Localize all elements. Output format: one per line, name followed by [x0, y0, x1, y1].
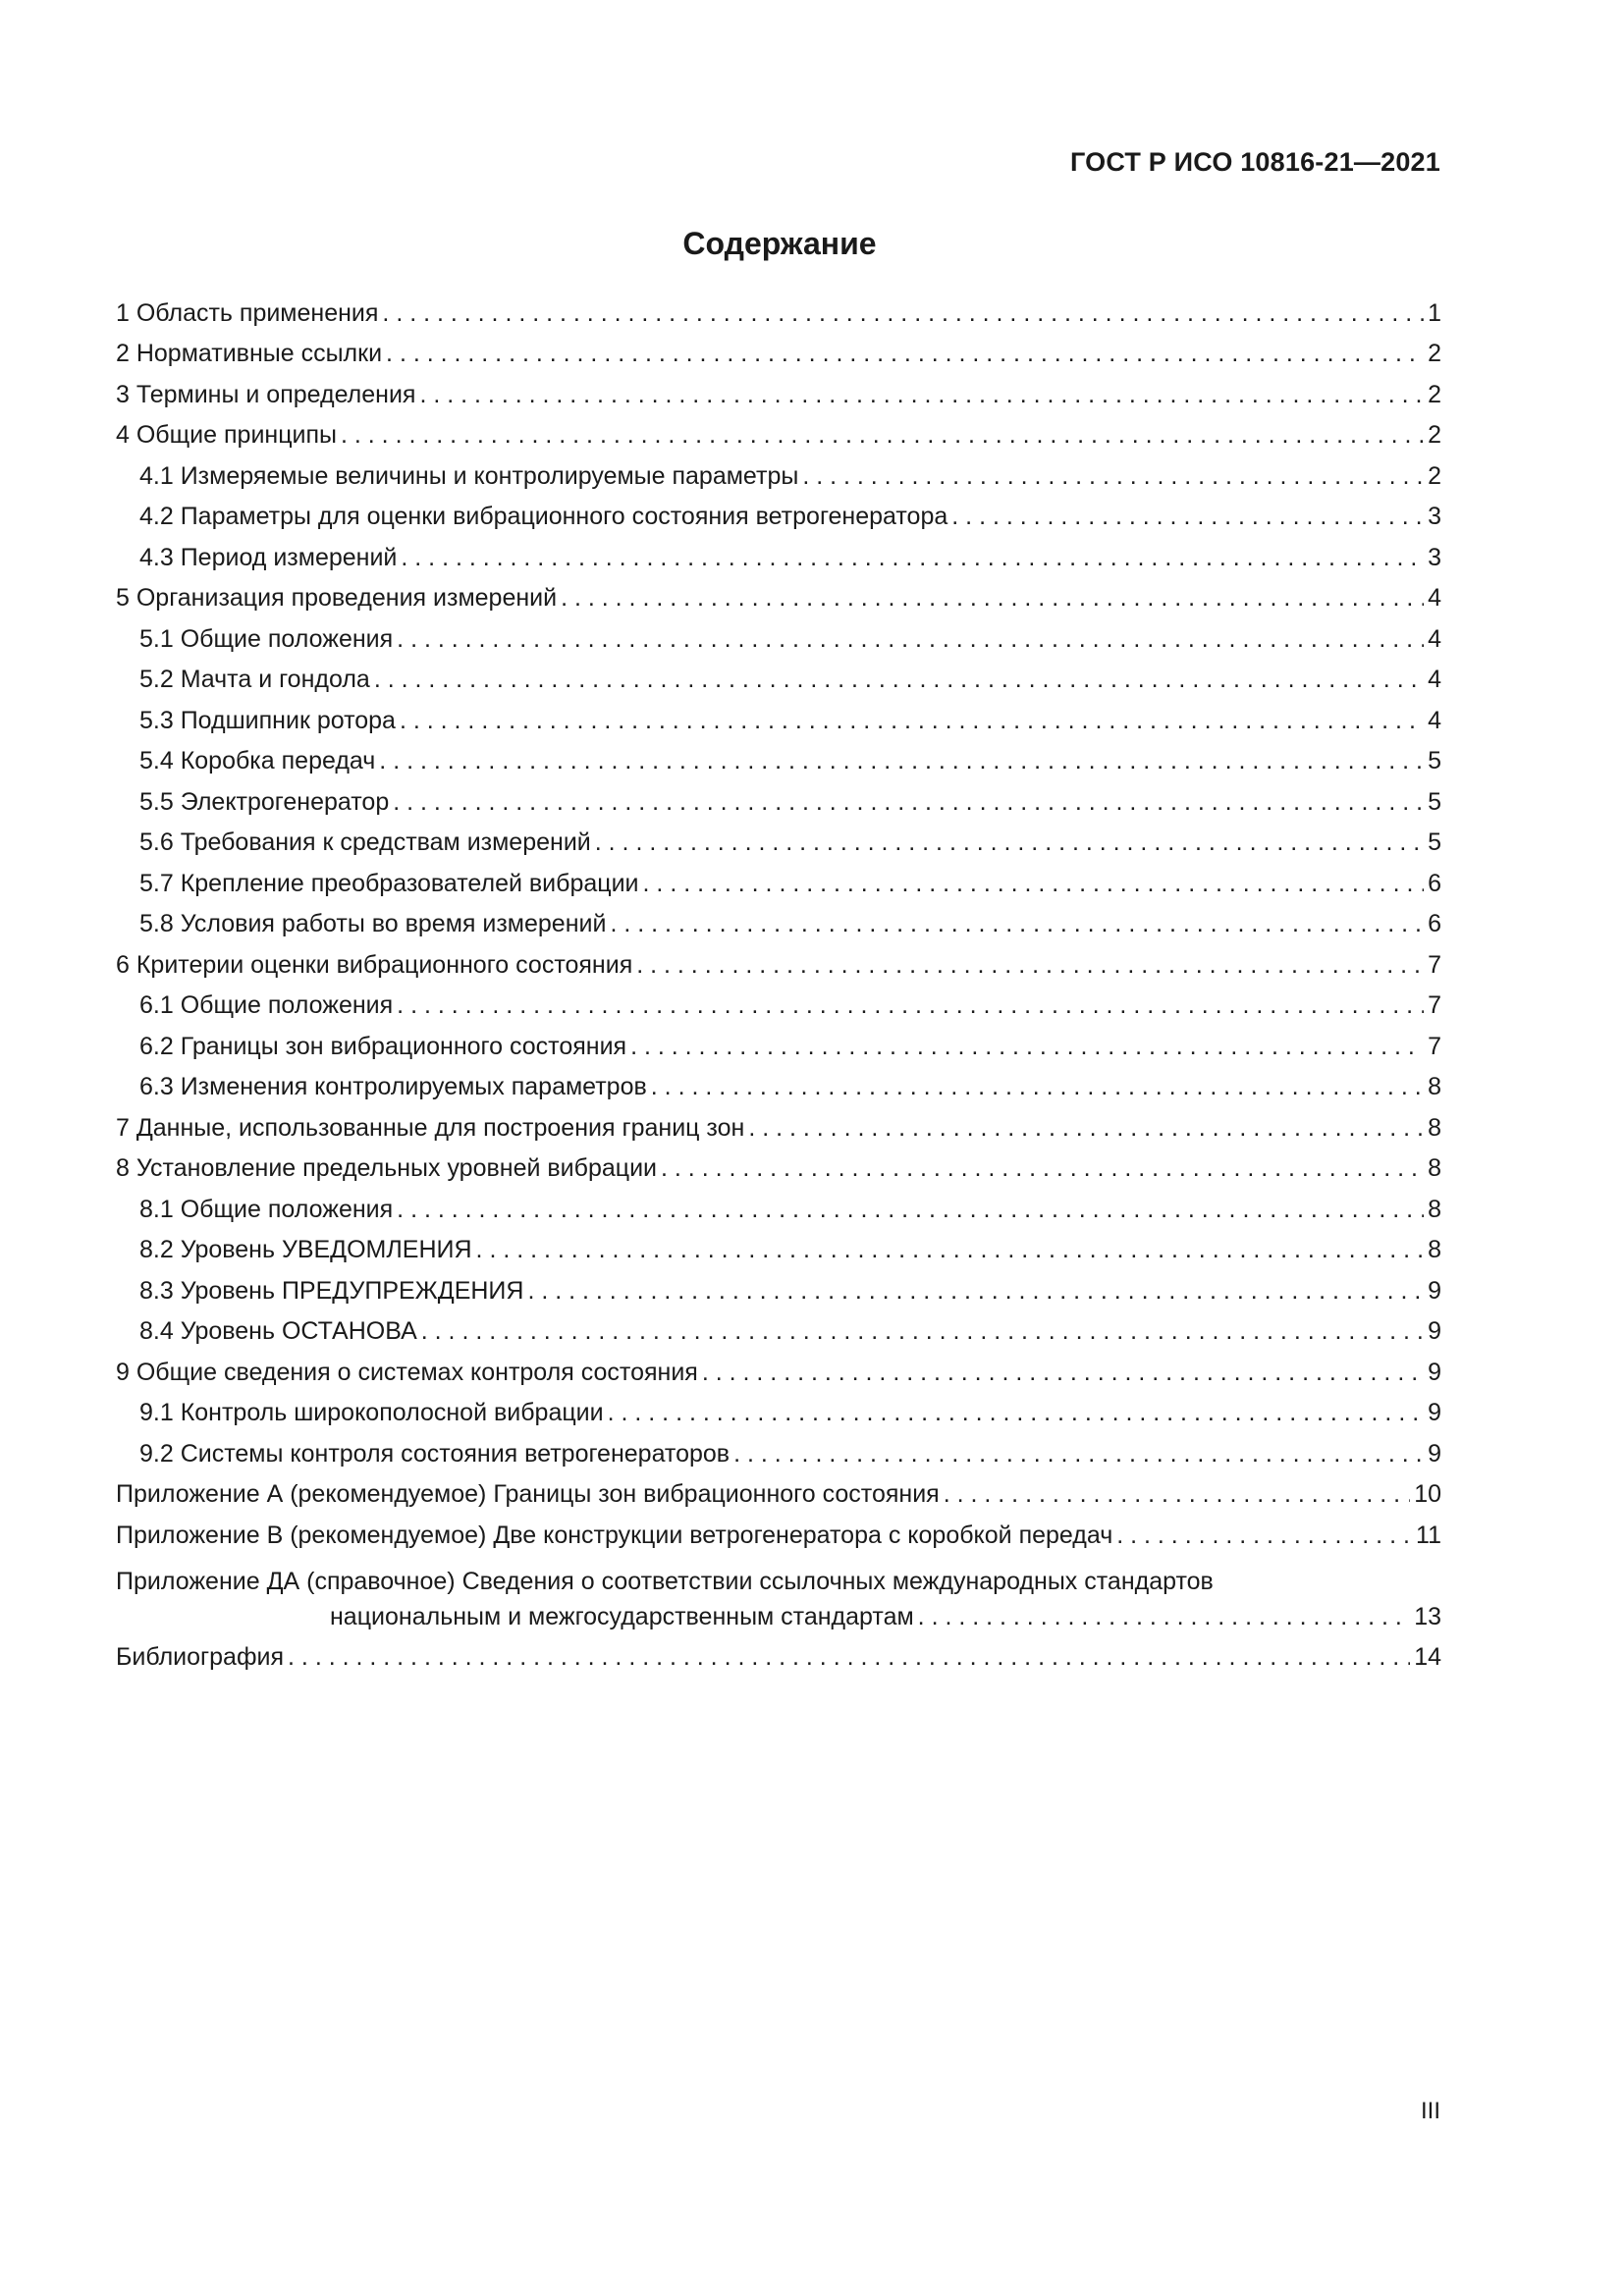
toc-entry-page: 4: [1428, 666, 1441, 693]
toc-entry[interactable]: [116, 1143, 1441, 1184]
toc-entry-title: Приложение А (рекомендуемое) Границы зон вибрационного состояния: [116, 1480, 940, 1508]
toc-entry-page: 5: [1428, 787, 1441, 816]
leader-dots: [748, 1113, 1424, 1143]
leader-dots: [608, 1398, 1424, 1427]
toc-entry-title: 4.2 Параметры для оценки вибрационного состояния ветрогенератора: [139, 503, 948, 530]
toc-entry-page: 2: [1428, 340, 1441, 367]
toc-entry[interactable]: [116, 613, 1441, 654]
toc-entry[interactable]: [116, 898, 1441, 939]
toc-entry[interactable]: [116, 450, 1441, 491]
toc-entry-title: 8 Установление предельных уровней вибрации: [116, 1154, 658, 1182]
toc-entry-title: 2 Нормативные ссылки: [116, 340, 383, 367]
toc-entry-title: 4 Общие принципы: [116, 421, 337, 449]
toc-entry-page: 11: [1416, 1521, 1441, 1549]
toc-entry-title: 8.4 Уровень ОСТАНОВА: [139, 1317, 417, 1345]
leader-dots: [527, 1276, 1424, 1306]
toc-entry-page: 8: [1428, 1113, 1441, 1142]
leader-dots: [382, 298, 1424, 328]
toc-entry[interactable]: [116, 1264, 1441, 1306]
page-number: III: [1420, 2098, 1440, 2124]
leader-dots: [595, 828, 1424, 857]
leader-dots: [421, 1316, 1424, 1346]
leader-dots: [400, 706, 1424, 735]
toc-entry[interactable]: [116, 1306, 1441, 1347]
toc-entry-page: 8: [1428, 1073, 1441, 1100]
toc-entry-page: 8: [1428, 1154, 1441, 1182]
toc-entry-page: 1: [1428, 298, 1441, 327]
toc-entry[interactable]: [116, 857, 1441, 898]
toc-entry-page: 4: [1428, 624, 1441, 653]
document-code: ГОСТ Р ИСО 10816-21—2021: [1070, 147, 1440, 177]
toc-entry[interactable]: [116, 1020, 1441, 1061]
toc-entry[interactable]: [116, 775, 1441, 817]
leader-dots: [386, 339, 1424, 368]
toc-title: Содержание: [682, 226, 877, 261]
toc-entry[interactable]: [116, 1224, 1441, 1265]
toc-entry-title: 5.1 Общие положения: [139, 624, 394, 653]
toc-entry[interactable]: [116, 1509, 1441, 1550]
leader-dots: [1116, 1521, 1412, 1550]
toc-entry-page: 5: [1428, 828, 1441, 856]
toc-entry-title: 9.2 Системы контроля состояния ветрогенераторов: [139, 1439, 731, 1468]
toc-entry-page: 9: [1428, 1439, 1441, 1468]
toc-entry-title: 8.2 Уровень УВЕДОМЛЕНИЯ: [139, 1236, 472, 1263]
toc-entry[interactable]: [116, 1468, 1441, 1510]
toc-entry-page: 14: [1414, 1643, 1441, 1671]
toc-entry-page: 9: [1428, 1399, 1441, 1426]
toc-entry-page: 2: [1428, 461, 1441, 490]
toc-entry-title: 5.5 Электрогенератор: [139, 787, 390, 816]
toc-entry-title: 5.4 Коробка передач: [139, 747, 376, 774]
toc-entry-title: 5.2 Мачта и гондола: [139, 666, 370, 693]
toc-entry-title: 9.1 Контроль широкополосной вибрации: [139, 1399, 604, 1426]
toc-entry-title: 5.6 Требования к средствам измерений: [139, 828, 591, 856]
toc-entry-page: 3: [1428, 503, 1441, 530]
toc-entry-page: 9: [1428, 1276, 1441, 1305]
toc-entry[interactable]: [116, 654, 1441, 695]
toc-entry[interactable]: [116, 409, 1441, 451]
toc-entry-title: 6.3 Изменения контролируемых параметров: [139, 1073, 647, 1100]
toc-entry-page: 7: [1428, 991, 1441, 1019]
toc-entry[interactable]: [116, 980, 1441, 1021]
toc-entry[interactable]: [116, 531, 1441, 572]
toc-entry-page: 3: [1428, 543, 1441, 571]
leader-dots: [643, 869, 1425, 898]
leader-dots: [476, 1235, 1425, 1264]
toc-entry-title: 6.1 Общие положения: [139, 991, 394, 1019]
toc-entry-page: 7: [1428, 1032, 1441, 1060]
leader-dots: [561, 583, 1424, 613]
toc-entry-page: 6: [1428, 910, 1441, 937]
leader-dots: [918, 1602, 1411, 1631]
leader-dots: [397, 1195, 1424, 1224]
toc-entry-page: 9: [1428, 1317, 1441, 1345]
toc-entry-title: 9 Общие сведения о системах контроля состояния: [116, 1358, 698, 1386]
leader-dots: [288, 1642, 1410, 1672]
toc-entry-title: 5 Организация проведения измерений: [116, 584, 558, 612]
toc-entry-title: 6 Критерии оценки вибрационного состояния: [116, 950, 633, 979]
toc-entry-title: 4.1 Измеряемые величины и контролируемые параметры: [139, 461, 799, 490]
toc-entry[interactable]: [116, 287, 1441, 328]
toc-entry-page: 5: [1428, 747, 1441, 774]
toc-entry-title: 5.7 Крепление преобразователей вибрации: [139, 869, 639, 897]
toc-entry-title: 6.2 Границы зон вибрационного состояния: [139, 1032, 627, 1060]
toc-entry[interactable]: [116, 491, 1441, 532]
toc-entry-title: 7 Данные, использованные для построения границ зон: [116, 1113, 745, 1142]
toc-entry-title: Библиография: [116, 1643, 285, 1671]
leader-dots: [702, 1358, 1424, 1387]
toc-entry-page: 4: [1428, 584, 1441, 612]
toc-entry-title: 5.8 Условия работы во время измерений: [139, 910, 607, 937]
leader-dots: [944, 1479, 1410, 1509]
toc-entry[interactable]: [116, 328, 1441, 369]
toc-entry-page: 4: [1428, 706, 1441, 734]
leader-dots: [397, 624, 1424, 654]
leader-dots: [651, 1072, 1424, 1101]
toc-entry-title: 1 Область применения: [116, 298, 379, 327]
toc-entry-title: Приложение В (рекомендуемое) Две конструкции ветрогенератора с коробкой передач: [116, 1521, 1113, 1549]
toc-entry-title: 8.1 Общие положения: [139, 1195, 394, 1223]
toc-entry[interactable]: [116, 1183, 1441, 1224]
toc-entry-title-continued: национальным и межгосударственным стандартам: [330, 1602, 914, 1630]
toc-entry[interactable]: [116, 938, 1441, 980]
toc-entry-page: 2: [1428, 380, 1441, 408]
table-of-contents: [116, 287, 1441, 1672]
toc-entry[interactable]: [116, 368, 1441, 409]
leader-dots: [630, 1032, 1424, 1061]
toc-entry-page: 9: [1428, 1358, 1441, 1386]
toc-entry-title: 4.3 Период измерений: [139, 543, 398, 571]
leader-dots: [379, 746, 1424, 775]
leader-dots: [341, 420, 1424, 450]
leader-dots: [733, 1439, 1424, 1468]
toc-entry[interactable]: [116, 572, 1441, 614]
leader-dots: [951, 502, 1424, 531]
toc-entry[interactable]: [116, 1346, 1441, 1387]
toc-entry-page: 8: [1428, 1236, 1441, 1263]
toc-entry-appendix-da[interactable]: [116, 1550, 1441, 1631]
leader-dots: [661, 1153, 1424, 1183]
leader-dots: [374, 665, 1424, 694]
toc-entry-title: 8.3 Уровень ПРЕДУПРЕЖДЕНИЯ: [139, 1276, 524, 1305]
toc-entry[interactable]: [116, 735, 1441, 776]
leader-dots: [610, 909, 1424, 938]
leader-dots: [393, 787, 1424, 817]
leader-dots: [401, 543, 1424, 572]
toc-entry-page: 6: [1428, 869, 1441, 897]
toc-entry-title: 3 Термины и определения: [116, 380, 416, 408]
toc-entry[interactable]: [116, 1427, 1441, 1468]
toc-entry[interactable]: [116, 1387, 1441, 1428]
toc-entry[interactable]: [116, 817, 1441, 858]
leader-dots: [802, 461, 1424, 491]
toc-entry-page: 10: [1414, 1480, 1441, 1508]
toc-entry[interactable]: [116, 1101, 1441, 1143]
toc-entry-continuation: [116, 1602, 1441, 1631]
toc-entry-bibliography[interactable]: [116, 1631, 1441, 1673]
toc-entry-page: 8: [1428, 1195, 1441, 1223]
toc-entry[interactable]: [116, 694, 1441, 735]
leader-dots: [419, 380, 1424, 409]
leader-dots: [397, 990, 1424, 1020]
toc-entry[interactable]: [116, 1061, 1441, 1102]
leader-dots: [636, 950, 1424, 980]
toc-entry-page: 7: [1428, 950, 1441, 979]
toc-entry-title: Приложение ДА (справочное) Сведения о соответствии ссылочных международных стандартов: [116, 1567, 1214, 1595]
toc-entry-title: 5.3 Подшипник ротора: [139, 706, 396, 734]
toc-entry-page: 2: [1428, 421, 1441, 449]
toc-entry-page: 13: [1414, 1602, 1441, 1630]
